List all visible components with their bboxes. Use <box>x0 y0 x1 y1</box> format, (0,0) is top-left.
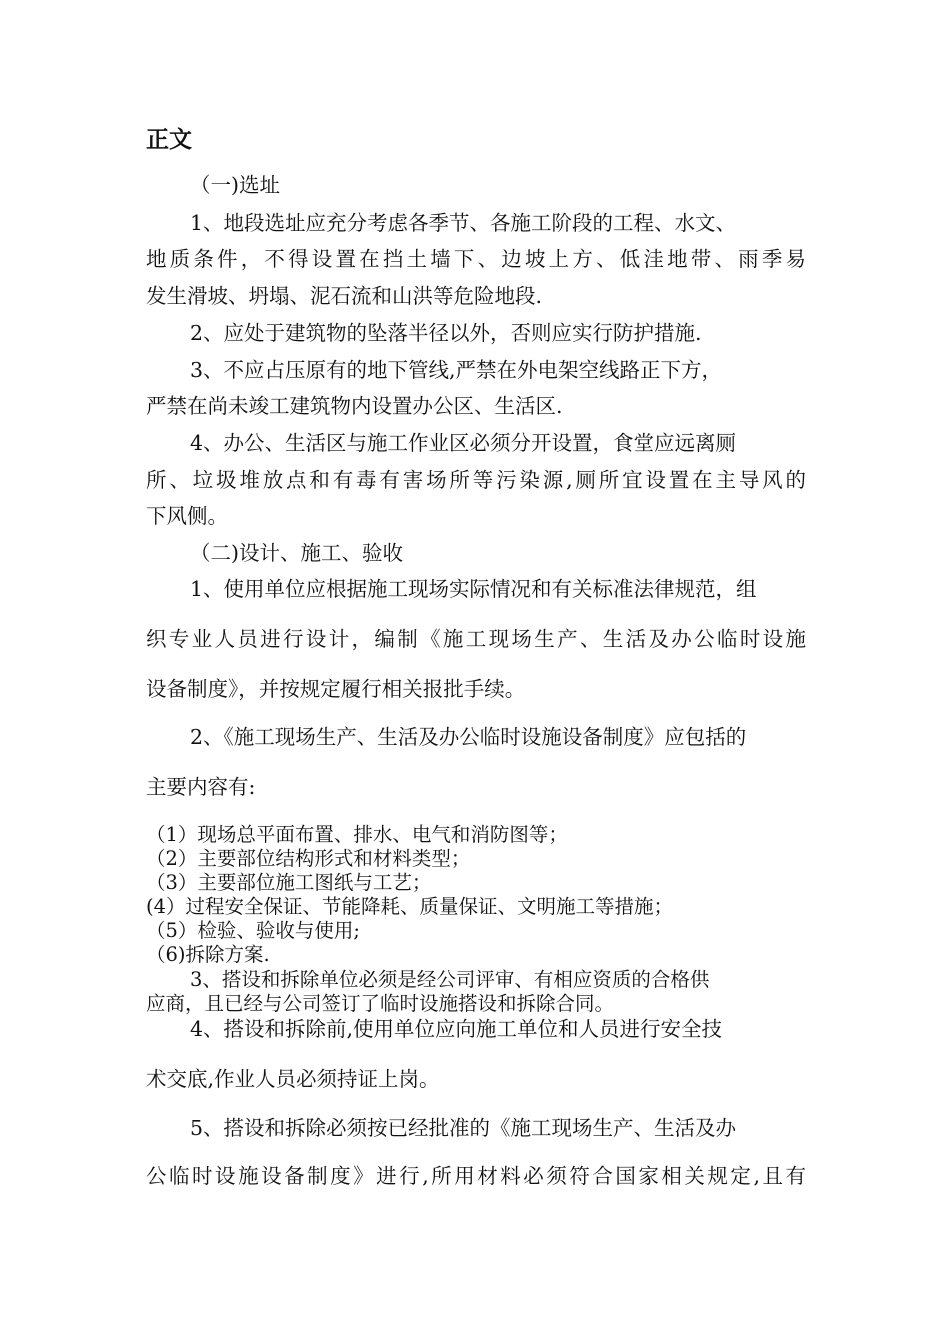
paragraph-line: 1、使用单位应根据施工现场实际情况和有关标准法律规范，组 <box>190 577 757 601</box>
paragraph-line: 织专业人员进行设计，编制《施工现场生产、生活及办公临时设施 <box>146 627 806 651</box>
list-item: （3）主要部位施工图纸与工艺； <box>146 871 432 894</box>
list-item: （1）现场总平面布置、排水、电气和消防图等； <box>146 823 568 846</box>
paragraph-line: 2、应处于建筑物的坠落半径以外，否则应实行防护措施. <box>190 321 702 345</box>
paragraph-line: 所、垃圾堆放点和有毒有害场所等污染源,厕所宜设置在主导风的 <box>146 468 806 492</box>
paragraph-line: 公临时设施设备制度》进行,所用材料必须符合国家相关规定,且有 <box>146 1164 806 1188</box>
paragraph-line: 4、办公、生活区与施工作业区必须分开设置，食堂应远离厕 <box>190 431 737 455</box>
paragraph-line: 术交底,作业人员必须持证上岗。 <box>146 1067 440 1091</box>
list-item: （6)拆除方案. <box>146 943 270 966</box>
list-item: （2）主要部位结构形式和材料类型； <box>146 847 471 870</box>
paragraph-line: 设备制度》，并按规定履行相关报批手续。 <box>146 677 526 701</box>
section-title-design-construction: （二)设计、施工、验收 <box>190 541 403 565</box>
paragraph-line: 3、不应占压原有的地下管线,严禁在外电架空线路正下方， <box>190 358 723 382</box>
paragraph-line: 主要内容有: <box>146 775 256 799</box>
paragraph-line: 4、搭设和拆除前,使用单位应向施工单位和人员进行安全技 <box>190 1017 723 1041</box>
paragraph-line: 3、搭设和拆除单位必须是经公司评审、有相应资质的合格供 <box>190 968 710 991</box>
paragraph-line: 2、《施工现场生产、生活及办公临时设施设备制度》应包括的 <box>190 725 747 749</box>
section-title-site-selection: （一)选址 <box>190 173 280 197</box>
list-item: （5）检验、验收与使用; <box>146 919 360 942</box>
paragraph-line: 1、地段选址应充分考虑各季节、各施工阶段的工程、水文、 <box>190 211 737 235</box>
list-item: (4）过程安全保证、节能降耗、质量保证、文明施工等措施； <box>146 895 674 918</box>
paragraph-line: 严禁在尚未竣工建筑物内设置办公区、生活区. <box>146 394 563 418</box>
paragraph-line: 地质条件，不得设置在挡土墙下、边坡上方、低洼地带、雨季易 <box>146 247 806 271</box>
paragraph-line: 5、搭设和拆除必须按已经批准的《施工现场生产、生活及办 <box>190 1116 737 1140</box>
paragraph-line: 应商，且已经与公司签订了临时设施搭设和拆除合同。 <box>146 992 615 1015</box>
page-heading: 正文 <box>146 127 192 153</box>
paragraph-line: 发生滑坡、坍塌、泥石流和山洪等危险地段. <box>146 284 543 308</box>
paragraph-line: 下风侧。 <box>146 504 228 528</box>
